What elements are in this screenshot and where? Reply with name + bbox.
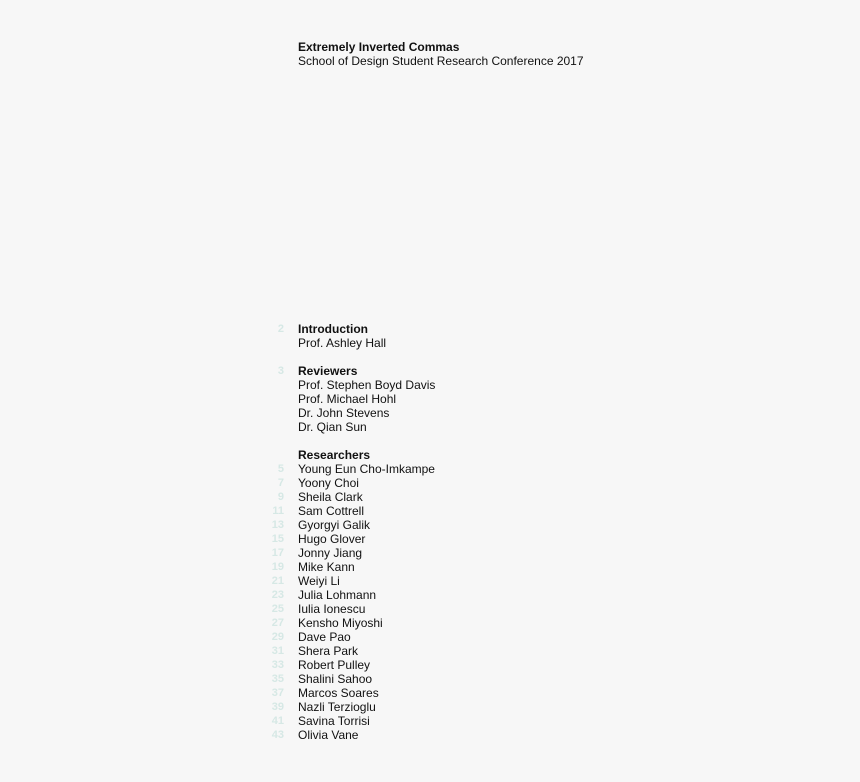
reviewer-name: Prof. Michael Hohl — [298, 392, 397, 406]
toc-entry — [262, 504, 435, 518]
researcher-name: Kensho Miyoshi — [298, 616, 383, 630]
page-number: 13 — [271, 519, 284, 531]
toc-entry — [262, 728, 435, 742]
page-number: 39 — [271, 701, 284, 713]
toc-entry — [262, 420, 435, 434]
page-number: 27 — [271, 617, 284, 629]
toc-entry — [262, 588, 435, 602]
section-heading: Researchers — [298, 448, 371, 462]
page-number: 37 — [271, 687, 284, 699]
toc-entry — [262, 518, 435, 532]
toc-entry — [262, 644, 435, 658]
page-number: 17 — [271, 547, 284, 559]
toc-entry — [262, 406, 435, 420]
researcher-list — [262, 462, 435, 742]
toc-section-researchers — [262, 448, 435, 462]
researcher-name: Iulia Ionescu — [298, 602, 366, 616]
page-number: 31 — [271, 645, 284, 657]
document-subtitle: School of Design Student Research Conference 2017 — [298, 54, 584, 68]
page-number: 29 — [271, 631, 284, 643]
researcher-name: Sam Cottrell — [298, 504, 365, 518]
page-number: 3 — [277, 365, 284, 377]
reviewer-name: Prof. Stephen Boyd Davis — [298, 378, 436, 392]
page-number: 35 — [271, 673, 284, 685]
toc-entry — [262, 546, 435, 560]
toc-section-reviewers — [262, 364, 435, 378]
page-number: 43 — [271, 729, 284, 741]
document-header — [298, 40, 584, 68]
researcher-name: Hugo Glover — [298, 532, 366, 546]
reviewer-name: Dr. John Stevens — [298, 406, 390, 420]
page-number: 23 — [271, 589, 284, 601]
toc-entry — [262, 532, 435, 546]
page-number: 11 — [272, 505, 284, 517]
researcher-name: Shalini Sahoo — [298, 672, 373, 686]
toc-entry — [262, 476, 435, 490]
researcher-name: Marcos Soares — [298, 686, 379, 700]
toc-entry — [262, 658, 435, 672]
researcher-name: Olivia Vane — [298, 728, 359, 742]
toc-entry — [262, 700, 435, 714]
page-number: 15 — [271, 533, 284, 545]
page-number: 21 — [271, 575, 284, 587]
toc-entry — [262, 602, 435, 616]
page-number: 33 — [271, 659, 284, 671]
toc-entry — [262, 560, 435, 574]
page-number: 5 — [277, 463, 284, 475]
page-number: 41 — [271, 715, 284, 727]
toc-entry — [262, 336, 435, 350]
toc-entry — [262, 630, 435, 644]
toc-entry — [262, 686, 435, 700]
researcher-name: Julia Lohmann — [298, 588, 377, 602]
researcher-name: Yoony Choi — [298, 476, 359, 490]
researcher-name: Robert Pulley — [298, 658, 371, 672]
researcher-name: Gyorgyi Galik — [298, 518, 371, 532]
reviewer-name: Dr. Qian Sun — [298, 420, 367, 434]
toc-section-introduction — [262, 322, 435, 336]
section-heading: Introduction — [298, 322, 368, 336]
toc-entry — [262, 378, 435, 392]
section-heading: Reviewers — [298, 364, 358, 378]
researcher-name: Savina Torrisi — [298, 714, 370, 728]
toc-entry — [262, 392, 435, 406]
page-number: 19 — [271, 561, 284, 573]
toc-entry — [262, 616, 435, 630]
researcher-name: Mike Kann — [298, 560, 355, 574]
page-number: 9 — [277, 491, 284, 503]
page-number: 2 — [277, 323, 284, 335]
toc-entry — [262, 574, 435, 588]
researcher-name: Young Eun Cho-Imkampe — [298, 462, 435, 476]
researcher-name: Dave Pao — [298, 630, 351, 644]
researcher-name: Sheila Clark — [298, 490, 363, 504]
page-number: 25 — [271, 603, 284, 615]
researcher-name: Shera Park — [298, 644, 359, 658]
toc-entry — [262, 714, 435, 728]
author-name: Prof. Ashley Hall — [298, 336, 387, 350]
document-title: Extremely Inverted Commas — [298, 40, 460, 54]
toc-entry — [262, 490, 435, 504]
table-of-contents — [262, 322, 435, 742]
toc-entry — [262, 462, 435, 476]
researcher-name: Jonny Jiang — [298, 546, 363, 560]
researcher-name: Nazli Terzioglu — [298, 700, 376, 714]
toc-entry — [262, 672, 435, 686]
researcher-name: Weiyi Li — [298, 574, 340, 588]
page-number: 7 — [277, 477, 284, 489]
